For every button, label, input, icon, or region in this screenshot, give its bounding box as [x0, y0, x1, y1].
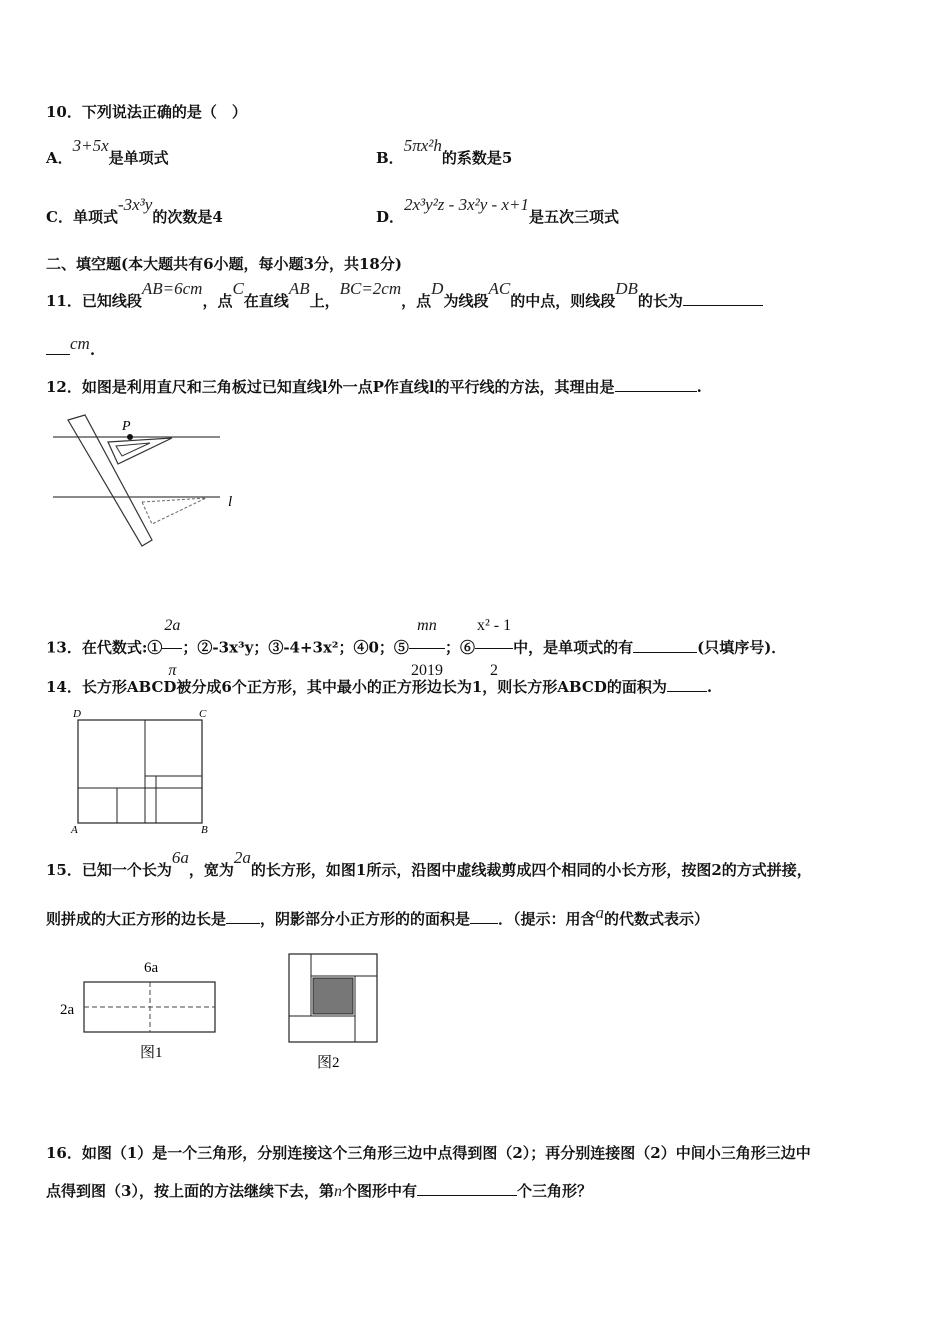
q14-vertex-c: C — [199, 708, 207, 720]
q15-fig1-top-label: 6a — [144, 960, 159, 976]
q13-text: 13．在代数式:① $\frac{2a}{\pi}$ ；②-3x³y；③-4+3x²；④0；⑤ $\frac{mn}{2019}$ ；⑥ $\frac{\text{x² - 1}}{2}$ 中，是单项式的有 (只填序号)． — [46, 604, 786, 693]
q10-option-b[interactable]: B．5πx²h的系数是5 — [376, 136, 513, 167]
q16-line1: 16．如图（1）是一个三角形，分别连接这个三角形三边中点得到图（2）；再分别连接图（2）中间小三角形三边中 — [46, 1144, 811, 1162]
q15-line1: 15．已知一个长为6a，宽为2a的长方形，如图1所示，沿图中虚线裁剪成四个相同的小长方形，按图2的方式拼接， — [46, 848, 812, 879]
q14-rectangle-figure — [68, 706, 218, 838]
q12-text: 12．如图是利用直尺和三角板过已知直线l外一点P作直线l的平行线的方法，其理由是 . — [46, 378, 702, 396]
q11-line1: 11．已知线段AB=6cm，点C在直线AB上，BC=2cm，点D为线段AC的中点，则线段DB的长为 — [46, 291, 763, 311]
q16-answer-blank[interactable] — [417, 1181, 517, 1196]
q12-answer-blank[interactable] — [615, 377, 697, 392]
q16-line2: 点得到图（3），按上面的方法继续下去，第n个图形中有 个三角形？ — [46, 1182, 592, 1200]
q12-point-p-label: P — [122, 419, 131, 434]
q14-vertex-b: B — [201, 824, 208, 836]
q14-vertex-d: D — [73, 708, 81, 720]
q15-fig1-caption: 图1 — [140, 1045, 163, 1061]
q10-option-d[interactable]: D．2x³y²z - 3x²y - x+1是五次三项式 — [376, 195, 619, 226]
q11-answer-blank-cont[interactable] — [46, 340, 70, 355]
q10-option-a[interactable]: A．3+5x是单项式 — [46, 136, 169, 167]
q10-option-c[interactable]: C．单项式-3x³y的次数是4 — [46, 195, 223, 226]
q11-line2: cm. — [46, 340, 95, 360]
q15-fig2-caption: 图2 — [317, 1055, 340, 1071]
q12-line-l-label: l — [228, 494, 233, 510]
q15-area-blank[interactable] — [470, 909, 498, 924]
q10-stem: 10．下列说法正确的是（ ） — [46, 103, 247, 121]
q13-answer-blank[interactable] — [633, 638, 697, 653]
q14-answer-blank[interactable] — [667, 677, 707, 692]
section-heading: 二、填空题(本大题共有6小题，每小题3分，共18分) — [46, 255, 402, 273]
q15-figure-2 — [284, 950, 384, 1074]
q12-ruler-triangle-figure — [50, 412, 250, 552]
q15-line2: 则拼成的大正方形的边长是 ，阴影部分小正方形的的面积是 ．（提示：用含a的代数式表示） — [46, 903, 710, 928]
q15-figure-1 — [56, 954, 226, 1064]
q13-fraction-6: $\frac{\text{x² - 1}}{2}$ — [475, 604, 513, 693]
q13-fraction-5: $\frac{mn}{2019}$ — [409, 604, 445, 693]
q14-text: 14．长方形ABCD被分成6个正方形，其中最小的正方形边长为1，则长方形ABCD的面积为 . — [46, 678, 713, 696]
q15-side-blank[interactable] — [226, 909, 260, 924]
q15-fig1-left-label: 2a — [60, 1002, 75, 1018]
q14-vertex-a: A — [71, 824, 78, 836]
q11-answer-blank[interactable] — [683, 291, 763, 306]
q13-fraction-1: $\frac{2a}{\pi}$ — [162, 604, 182, 693]
